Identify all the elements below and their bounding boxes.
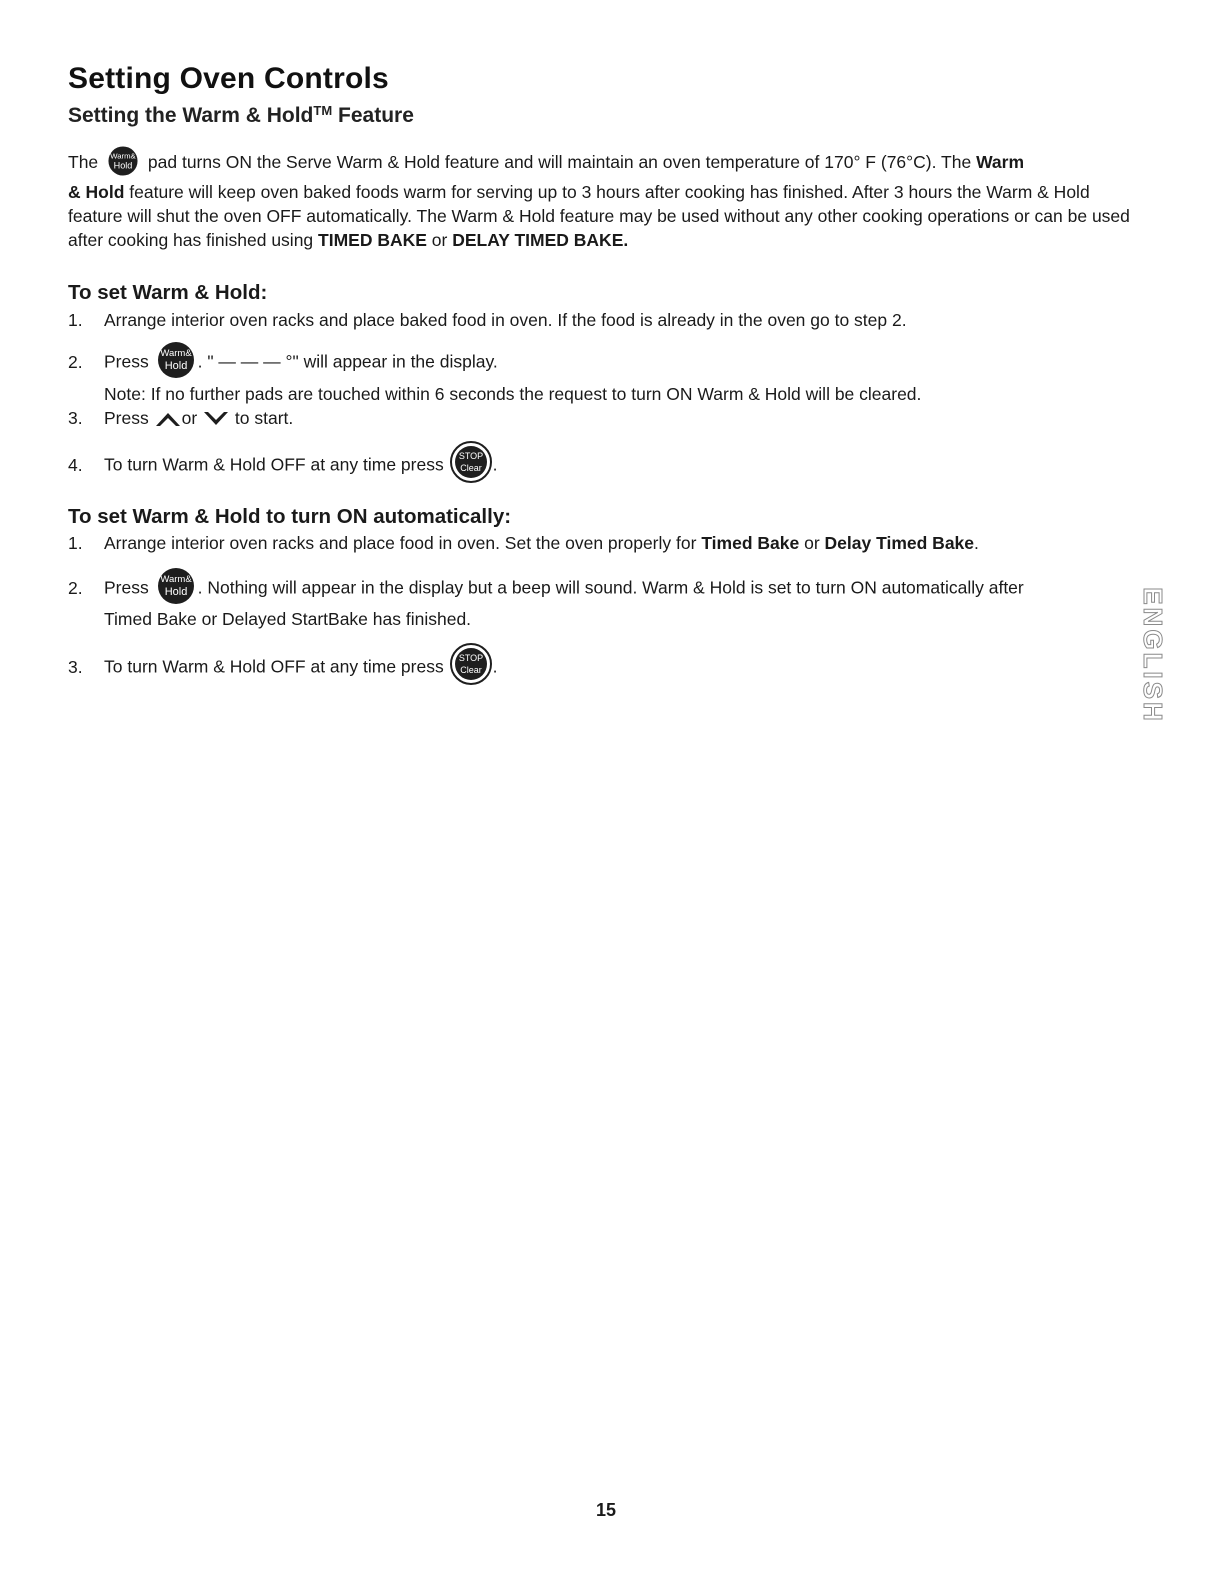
stop-clear-pad-icon <box>449 642 493 686</box>
section-title: Setting the Warm & Hold™ Feature <box>68 103 414 127</box>
svg-text:Warm&: Warm& <box>159 574 192 585</box>
svg-text:Warm&: Warm& <box>159 348 192 359</box>
warm-hold-pad-icon <box>154 341 198 379</box>
section-heading-warm-hold: To set Warm & Hold: <box>68 281 268 304</box>
svg-text:Hold: Hold <box>113 160 133 171</box>
svg-text:Clear: Clear <box>459 463 482 473</box>
list-item: 2. Press Warm& Hold . " — — — °" will appear in the display. <box>68 344 498 382</box>
page-number: 15 <box>595 1500 617 1520</box>
list-item: 2. Press Warm& Hold . Nothing will appear in the display but a beep will sound. Warm & Hold is set to turn ON automatically after <box>68 570 1024 608</box>
stop-clear-pad-icon <box>449 440 493 484</box>
list-item: 1. Arrange interior oven racks and place baked food in oven. If the food is already in the oven go to step 2. <box>68 310 907 330</box>
trademark-mark: TM <box>313 103 333 118</box>
svg-text:Warm&: Warm& <box>110 151 136 161</box>
list-item-continuation: Timed Bake or Delayed StartBake has finished. <box>104 609 472 629</box>
intro-paragraph: The Warm& Hold pad turns ON the Serve Warm & Hold feature and will maintain an oven temperature of 170° F (76°C). The Warm & Hold feature will keep oven baked foods warm for serving up to 3 hours after cooking has finished. After 3 hours the Warm & Hold feature will shut the oven OFF automatically. The Warm & Hold feature may be used without any other cooking operations or can be used after cooking has finished using TIMED BAKE or DELAY TIMED BAKE. <box>68 145 1138 252</box>
svg-text:STOP: STOP <box>458 451 483 461</box>
up-arrow-icon <box>154 410 182 428</box>
list-item: 3. To turn Warm & Hold OFF at any time press STOP Clear . <box>68 646 497 690</box>
list-item: 3. Press or to start. <box>68 408 294 428</box>
warm-hold-pad-icon <box>103 144 143 178</box>
section-heading-auto-on: To set Warm & Hold to turn ON automatically: <box>68 505 512 528</box>
svg-text:Hold: Hold <box>164 360 187 372</box>
list-item: 1. Arrange interior oven racks and place food in oven. Set the oven properly for Timed Bake or Delay Timed Bake. <box>68 533 979 553</box>
warm-hold-pad-icon <box>154 567 198 605</box>
list-item: 4. To turn Warm & Hold OFF at any time press STOP Clear . <box>68 444 497 488</box>
note-text: Note: If no further pads are touched within 6 seconds the request to turn ON Warm & Hold will be cleared. <box>104 384 922 404</box>
down-arrow-icon <box>202 410 230 428</box>
svg-text:STOP: STOP <box>458 653 483 663</box>
page-title: Setting Oven Controls <box>68 62 389 95</box>
svg-text:Hold: Hold <box>164 586 187 598</box>
language-side-tab: ENGLISH <box>1137 586 1168 724</box>
svg-text:Clear: Clear <box>459 665 482 675</box>
